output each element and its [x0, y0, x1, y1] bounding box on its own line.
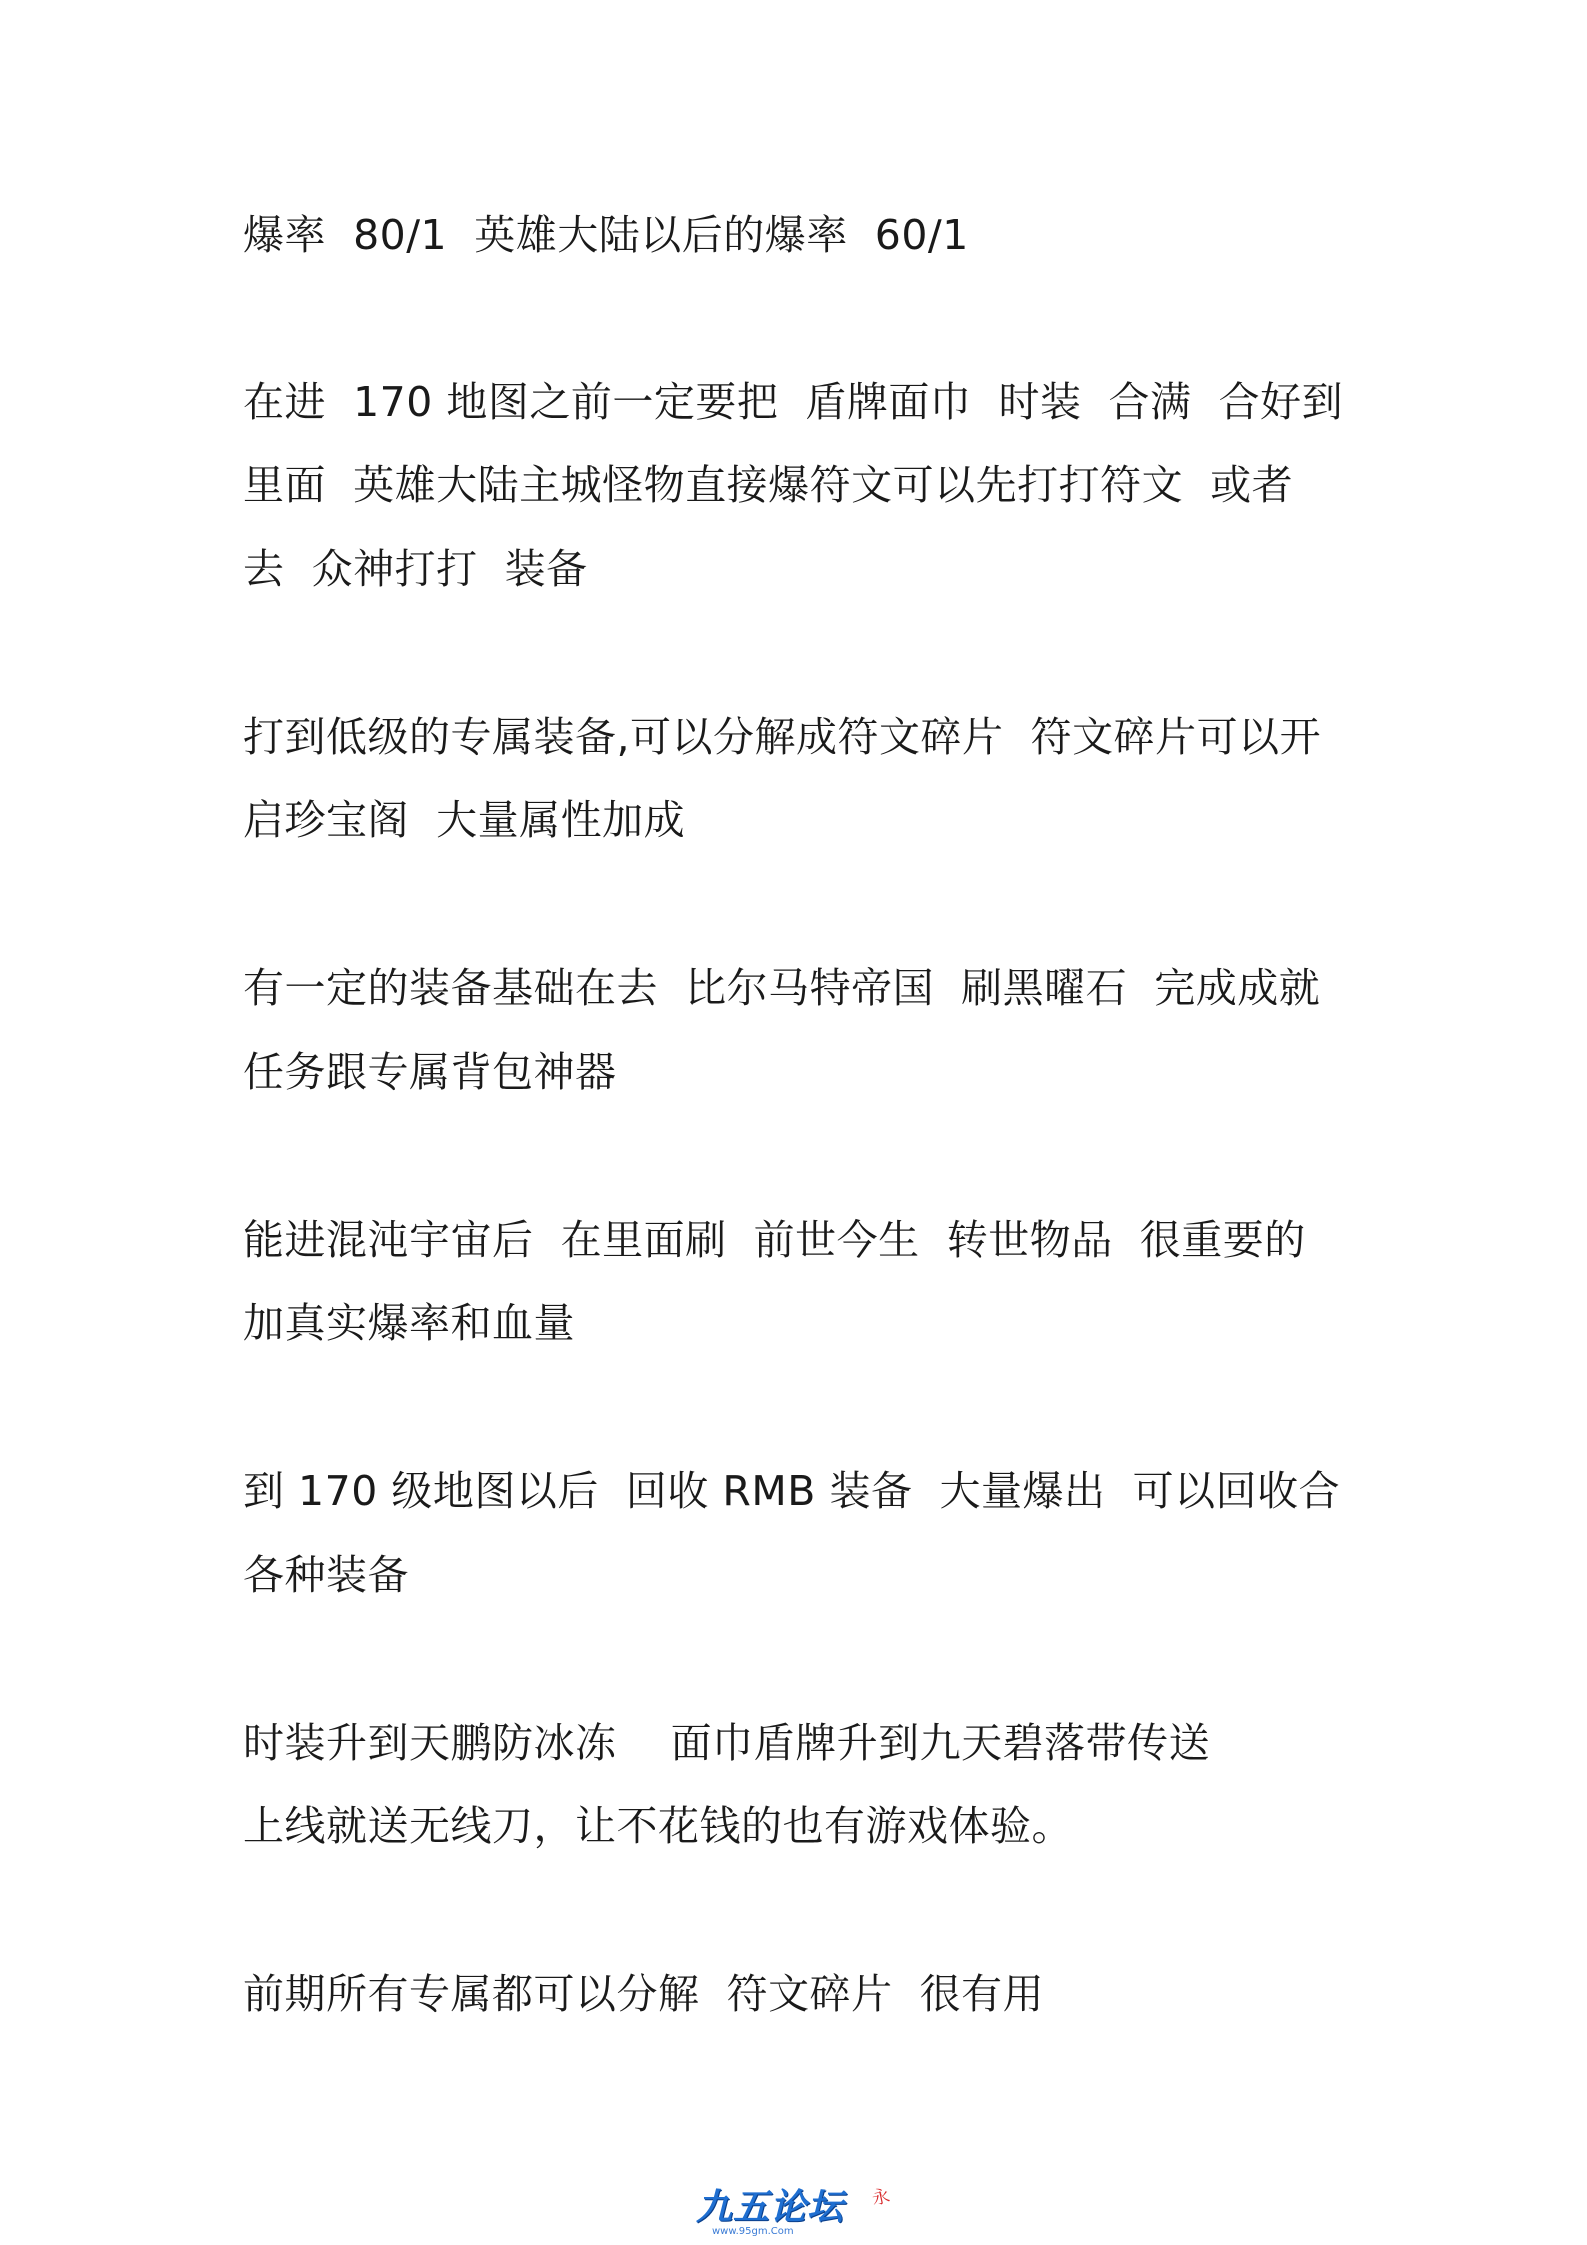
text-line-equipment-base: 有一定的装备基础在去 比尔马特帝国 刷黑曜石 完成成就: [243, 964, 1321, 1012]
text-line-true-drop-rate: 加真实爆率和血量: [243, 1299, 575, 1347]
logo-url: www.95gm.Com: [712, 2226, 794, 2237]
text-line-before-170-map: 在进 170 地图之前一定要把 盾牌面巾 时装 合满 合好到: [243, 378, 1344, 426]
logo-seal-icon: 永: [869, 2185, 892, 2210]
text-line-various-gear: 各种装备: [243, 1551, 409, 1599]
logo-text: 九五论坛: [696, 2187, 845, 2228]
site-logo: [696, 2185, 916, 2238]
text-line-exclusive-bag: 任务跟专属背包神器: [243, 1048, 617, 1096]
text-line-170-recycle: 到 170 级地图以后 回收 RMB 装备 大量爆出 可以回收合: [243, 1467, 1341, 1515]
text-line-fashion-upgrade: 时装升到天鹏防冰冻 面巾盾牌升到九天碧落带传送: [243, 1719, 1211, 1767]
text-line-gods-equipment: 去 众神打打 装备: [243, 545, 588, 593]
text-line-chaos-universe: 能进混沌宇宙后 在里面刷 前世今生 转世物品 很重要的: [243, 1216, 1306, 1264]
text-line-drop-rate: 爆率 80/1 英雄大陆以后的爆率 60/1: [243, 211, 969, 259]
text-line-early-exclusive: 前期所有专属都可以分解 符文碎片 很有用: [243, 1970, 1045, 2018]
text-line-online-gift: 上线就送无线刀，让不花钱的也有游戏体验。: [243, 1802, 1073, 1850]
text-line-treasure-pavilion: 启珍宝阁 大量属性加成: [243, 796, 686, 844]
text-line-low-level-gear: 打到低级的专属装备,可以分解成符文碎片 符文碎片可以开: [243, 713, 1322, 761]
text-line-hero-continent: 里面 英雄大陆主城怪物直接爆符文可以先打打符文 或者: [243, 461, 1294, 509]
